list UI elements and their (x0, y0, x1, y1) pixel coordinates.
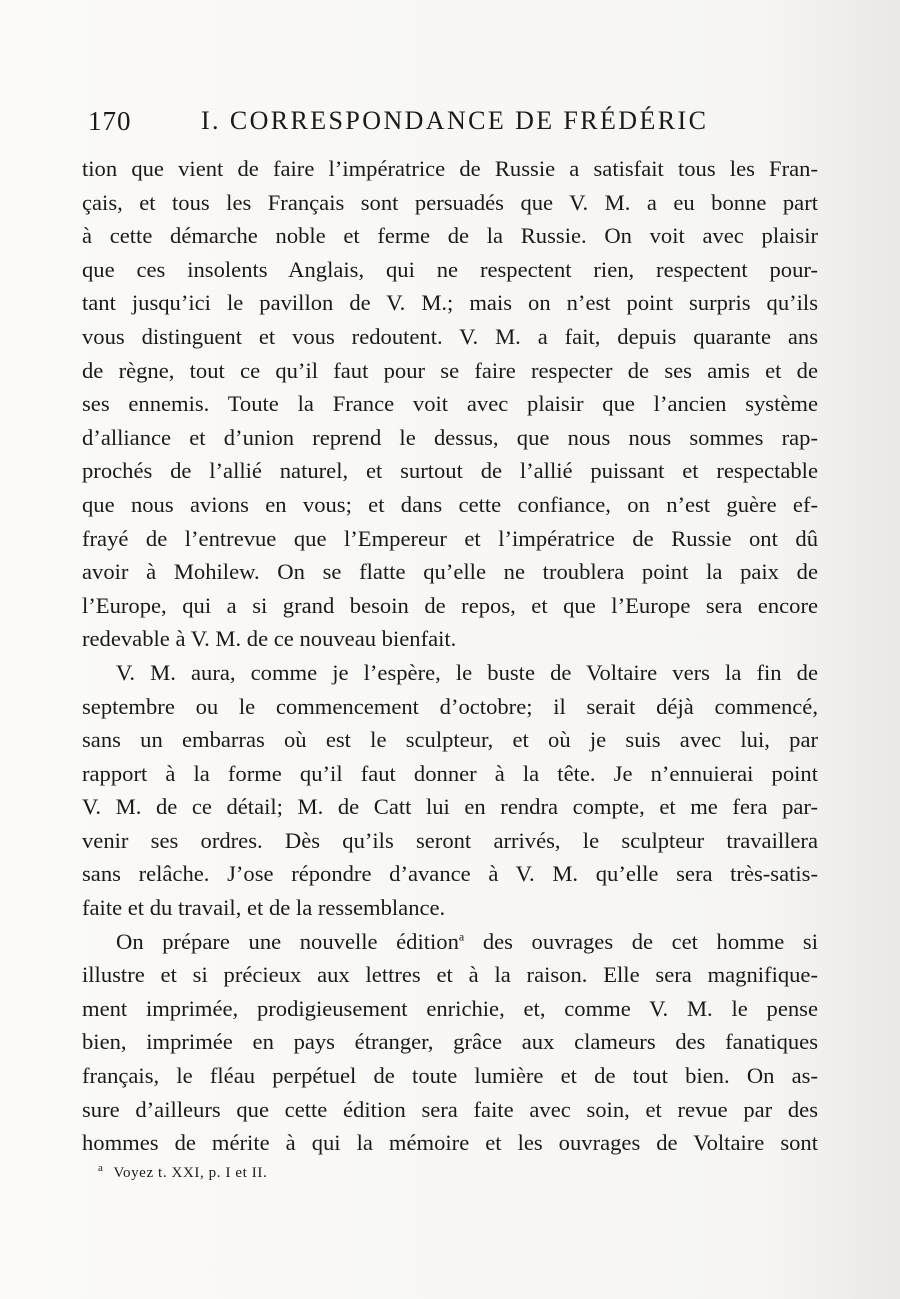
footnote-text: Voyez t. XXI, p. I et II. (113, 1165, 268, 1181)
text-line: septembre ou le commencement d’octobre; il serait déjà commencé, (82, 693, 818, 719)
text-line: ses ennemis. Toute la France voit avec plaisir que l’ancien système (82, 391, 818, 417)
text-line: V. M. de ce détail; M. de Catt lui en rendra compte, et me fera par- (82, 794, 818, 820)
text-line: vous distinguent et vous redoutent. V. M. a fait, depuis quarante ans (82, 323, 818, 349)
text-line: ment imprimée, prodigieusement enrichie, et, comme V. M. le pense (82, 995, 818, 1021)
text-line: bien, imprimée en pays étranger, grâce aux clameurs des fanatiques (82, 1029, 818, 1055)
text-line: V. M. aura, comme je l’espère, le buste de Voltaire vers la fin de (116, 659, 818, 685)
body-text (82, 152, 818, 1160)
text-line: d’alliance et d’union reprend le dessus, que nous nous sommes rap- (82, 424, 818, 450)
text-line: rapport à la forme qu’il faut donner à la tête. Je n’ennuierai point (82, 760, 818, 786)
page-header (88, 106, 710, 142)
text-line (82, 925, 818, 959)
text-line: faite et du travail, et de la ressemblance. (82, 895, 446, 921)
text-line: à cette démarche noble et ferme de la Russie. On voit avec plaisir (82, 223, 818, 249)
paragraph-1 (82, 152, 818, 656)
footnote-mark: a (98, 1162, 104, 1174)
text-fragment: des ouvrages de cet homme si (464, 928, 818, 954)
text-line: que nous avions en vous; et dans cette confiance, on n’est guère ef- (82, 491, 818, 517)
running-title: I. CORRESPONDANCE DE FRÉDÉRIC (201, 106, 709, 135)
text-line: hommes de mérite à qui la mémoire et les ouvrages de Voltaire sont (82, 1130, 818, 1156)
text-line: sure d’ailleurs que cette édition sera faite avec soin, et revue par des (82, 1096, 818, 1122)
paragraph-3 (82, 925, 818, 1160)
text-line: redevable à V. M. de ce nouveau bienfait. (82, 626, 457, 652)
text-line: de règne, tout ce qu’il faut pour se faire respecter de ses amis et de (82, 357, 818, 383)
page-number: 170 (88, 106, 132, 136)
text-line: sans un embarras où est le sculpteur, et où je suis avec lui, par (82, 727, 818, 753)
text-line: que ces insolents Anglais, qui ne respectent rien, respectent pour- (82, 256, 818, 282)
paragraph-2 (82, 656, 818, 925)
text-line: avoir à Mohilew. On se flatte qu’elle ne troublera point la paix de (82, 559, 818, 585)
text-line: tant jusqu’ici le pavillon de V. M.; mais on n’est point surpris qu’ils (82, 290, 818, 316)
text-line: sans relâche. J’ose répondre d’avance à V. M. qu’elle sera très-satis- (82, 861, 818, 887)
text-line: l’Europe, qui a si grand besoin de repos, et que l’Europe sera encore (82, 592, 818, 618)
text-fragment: On prépare une nouvelle édition (116, 928, 459, 954)
footnote-reference: a (458, 929, 465, 944)
text-line: illustre et si précieux aux lettres et à la raison. Elle sera magnifique- (82, 962, 818, 988)
footnote (98, 1162, 267, 1182)
text-line: venir ses ordres. Dès qu’ils seront arrivés, le sculpteur travaillera (82, 827, 818, 853)
text-line: prochés de l’allié naturel, et surtout de l’allié puissant et respectable (82, 458, 818, 484)
text-line: çais, et tous les Français sont persuadés que V. M. a eu bonne part (82, 189, 818, 215)
text-line: tion que vient de faire l’impératrice de Russie a satisfait tous les Fran- (82, 156, 818, 181)
text-line: frayé de l’entrevue que l’Empereur et l’impératrice de Russie ont dû (82, 525, 818, 551)
text-line: français, le fléau perpétuel de toute lumière et de tout bien. On as- (82, 1063, 818, 1089)
